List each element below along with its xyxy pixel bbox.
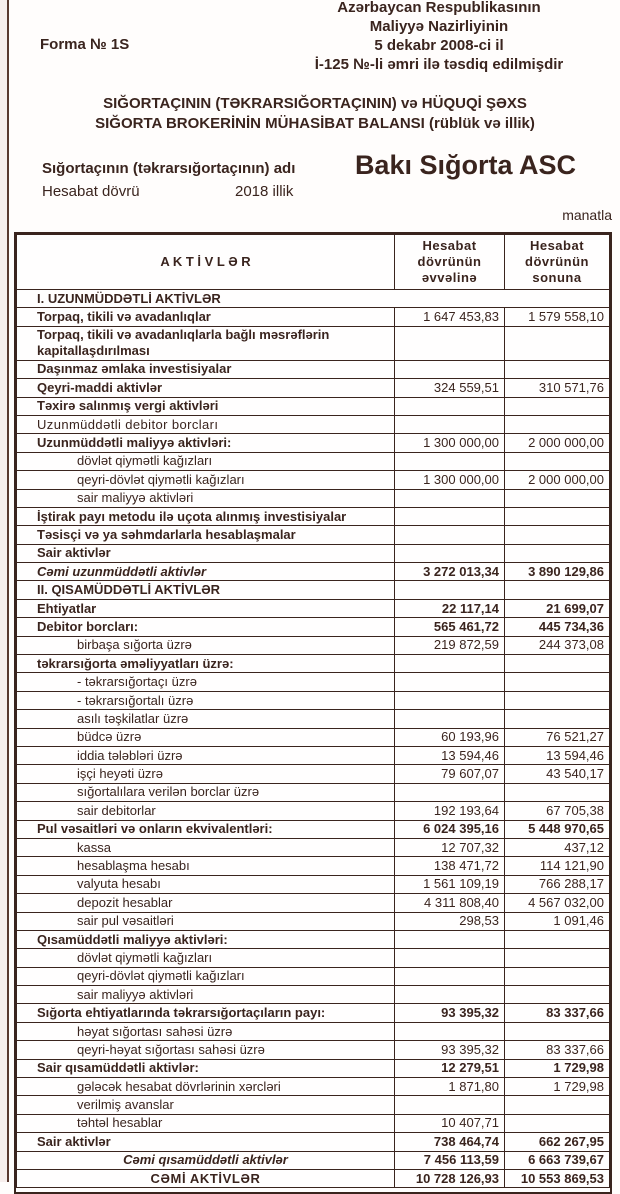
row-value-period-start: 138 471,72 [395,857,505,875]
row-value-period-start [395,986,505,1004]
table-row [17,728,610,746]
column-header-period-start: Hesabat dövrünün əvvəlinə [395,235,505,290]
table-row [17,1059,610,1077]
approval-line: 5 dekabr 2008-ci il [374,37,504,54]
row-value-period-end [505,949,610,967]
insurer-name-label: Sığortaçının (təkrarsığortaçının) adı [42,160,296,177]
row-label: Torpaq, tikili və avadanlıqlar [17,308,395,326]
row-value-period-start: 219 872,59 [395,636,505,654]
row-label: sair maliyyə aktivləri [17,489,395,507]
row-value-period-start: 3 272 013,34 [395,563,505,581]
currency-note: manatla [562,207,612,223]
row-value-period-end [505,967,610,985]
row-label: Ehtiyatlar [17,599,395,617]
row-value-period-end [505,415,610,433]
table-row [17,581,610,599]
row-value-period-start [395,360,505,378]
row-value-period-end: 3 890 129,86 [505,563,610,581]
row-value-period-start: 79 607,07 [395,765,505,783]
scan-edge-line [7,0,9,1182]
table-row [17,1169,610,1187]
table-row [17,308,610,326]
table-row [17,290,610,308]
approval-line: Azərbaycan Respublikasının [337,0,541,16]
row-value-period-end [505,1114,610,1132]
table-row [17,563,610,581]
row-value-period-end: 67 705,38 [505,802,610,820]
row-label: işçi heyəti üzrə [17,765,395,783]
balance-sheet-table-frame [14,232,612,1194]
row-label: I. UZUNMÜDDƏTLİ AKTİVLƏR [17,290,610,308]
table-row [17,360,610,378]
table-row [17,636,610,654]
table-row [17,1096,610,1114]
row-value-period-start: 1 647 453,83 [395,308,505,326]
table-row [17,930,610,948]
row-label: birbaşa sığorta üzrə [17,636,395,654]
row-value-period-end: 43 540,17 [505,765,610,783]
document-title [20,94,610,134]
row-value-period-end [505,986,610,1004]
table-row [17,838,610,856]
form-number: Forma № 1S [40,36,130,53]
row-value-period-end: 1 091,46 [505,912,610,930]
row-value-period-end: 10 553 869,53 [505,1169,610,1187]
row-label: Sair qısamüddətli aktivlər: [17,1059,395,1077]
row-label: sair debitorlar [17,802,395,820]
row-value-period-start [395,1022,505,1040]
row-value-period-start: 10 728 126,93 [395,1169,505,1187]
row-value-period-end [505,691,610,709]
table-row [17,397,610,415]
table-row [17,1004,610,1022]
row-value-period-end: 114 121,90 [505,857,610,875]
table-row [17,1151,610,1169]
row-value-period-end: 4 567 032,00 [505,894,610,912]
table-row [17,894,610,912]
row-label: CƏMİ AKTİVLƏR [17,1169,395,1187]
row-value-period-start [395,673,505,691]
row-value-period-start [395,581,505,599]
row-value-period-start: 565 461,72 [395,618,505,636]
row-value-period-start [395,397,505,415]
row-value-period-end [505,655,610,673]
row-value-period-end: 6 663 739,67 [505,1151,610,1169]
table-row [17,857,610,875]
row-label: Uzunmüddətli debitor borcları [17,415,395,433]
row-value-period-start: 1 561 109,19 [395,875,505,893]
table-row [17,434,610,452]
row-label: büdcə üzrə [17,728,395,746]
reporting-period-value: 2018 illik [235,183,294,200]
row-value-period-end: 244 373,08 [505,636,610,654]
table-row [17,618,610,636]
row-value-period-start: 22 117,14 [395,599,505,617]
row-label: sair pul vəsaitləri [17,912,395,930]
column-header-period-end: Hesabat dövrünün sonuna [505,235,610,290]
column-header-assets: A K T İ V L Ə R [17,235,395,290]
table-row [17,986,610,1004]
row-label: təkrarsığorta əməliyyatları üzrə: [17,655,395,673]
row-value-period-start [395,710,505,728]
row-value-period-end: 1 729,98 [505,1078,610,1096]
row-label: - təkrarsığortalı üzrə [17,691,395,709]
table-row [17,783,610,801]
row-value-period-start: 324 559,51 [395,379,505,397]
row-label: Daşınmaz əmlaka investisiyalar [17,360,395,378]
insurer-name-value: Bakı Sığorta ASC [354,150,576,180]
row-label: hesablaşma hesabı [17,857,395,875]
row-value-period-end [505,326,610,360]
row-value-period-end: 310 571,76 [505,379,610,397]
row-value-period-start: 298,53 [395,912,505,930]
row-value-period-end: 766 288,17 [505,875,610,893]
row-label: dövlət qiymətli kağızları [17,452,395,470]
table-row [17,691,610,709]
row-value-period-end: 2 000 000,00 [505,434,610,452]
table-row [17,1114,610,1132]
table-row [17,507,610,525]
row-value-period-end: 13 594,46 [505,746,610,764]
row-label: Qısamüddətli maliyyə aktivləri: [17,930,395,948]
row-label: təhtəl hesablar [17,1114,395,1132]
row-value-period-start [395,452,505,470]
table-row [17,1078,610,1096]
row-value-period-end: 662 267,95 [505,1133,610,1151]
row-label: depozit hesablar [17,894,395,912]
table-row [17,765,610,783]
row-value-period-start [395,930,505,948]
row-label: Qeyri-maddi aktivlər [17,379,395,397]
row-label: Təxirə salınmış vergi aktivləri [17,397,395,415]
row-label: Cəmi qısamüddətli aktivlər [17,1151,395,1169]
document-title-line1: SIĞORTAÇININ (TƏKRARSIĞORTAÇININ) və HÜQUQİ ŞƏXS [103,95,527,112]
row-label: Pul vəsaitləri və onların ekvivalentləri: [17,820,395,838]
table-row [17,655,610,673]
table-row [17,710,610,728]
row-value-period-end [505,507,610,525]
row-value-period-end [505,930,610,948]
row-label: Torpaq, tikili və avadanlıqlarla bağlı məsrəflərin kapitallaşdırılması [17,326,395,360]
row-label: asılı təşkilatlar üzrə [17,710,395,728]
row-value-period-start: 4 311 808,40 [395,894,505,912]
row-value-period-end: 1 729,98 [505,1059,610,1077]
row-value-period-start [395,949,505,967]
row-label: dövlət qiymətli kağızları [17,949,395,967]
table-row [17,471,610,489]
table-row [17,526,610,544]
row-value-period-end: 83 337,66 [505,1041,610,1059]
table-row [17,1041,610,1059]
approval-line: Maliyyə Nazirliyinin [369,18,509,35]
row-value-period-end [505,673,610,691]
row-value-period-end [505,526,610,544]
row-value-period-start: 12 707,32 [395,838,505,856]
table-row [17,1133,610,1151]
row-value-period-end: 2 000 000,00 [505,471,610,489]
row-value-period-start [395,1096,505,1114]
row-label: Sair aktivlər [17,544,395,562]
table-row [17,820,610,838]
row-label: gələcək hesabat dövrlərinin xərcləri [17,1078,395,1096]
row-value-period-end: 76 521,27 [505,728,610,746]
table-row [17,599,610,617]
table-row [17,544,610,562]
row-value-period-end: 437,12 [505,838,610,856]
table-row [17,967,610,985]
table-row [17,673,610,691]
row-value-period-start: 1 300 000,00 [395,434,505,452]
reporting-period-label: Hesabat dövrü [42,183,140,200]
row-label: kassa [17,838,395,856]
row-value-period-start: 738 464,74 [395,1133,505,1151]
row-label: valyuta hesabı [17,875,395,893]
approval-line: İ-125 №-li əmri ilə təsdiq edilmişdir [314,56,564,73]
row-label: sair maliyyə aktivləri [17,986,395,1004]
table-row [17,746,610,764]
document-title-line2: SIĞORTA BROKERİNİN MÜHASİBAT BALANSI (rüblük və illik) [95,115,535,132]
table-row [17,802,610,820]
row-value-period-end [505,397,610,415]
table-row [17,1022,610,1040]
row-value-period-start [395,489,505,507]
row-value-period-end [505,489,610,507]
table-row [17,875,610,893]
table-row [17,379,610,397]
row-value-period-start [395,526,505,544]
row-label: həyat sığortası sahəsi üzrə [17,1022,395,1040]
row-value-period-start [395,507,505,525]
row-value-period-end [505,544,610,562]
row-value-period-start: 93 395,32 [395,1041,505,1059]
row-value-period-end [505,1022,610,1040]
row-value-period-end [505,581,610,599]
row-value-period-start: 1 871,80 [395,1078,505,1096]
row-label: Debitor borcları: [17,618,395,636]
row-value-period-end [505,1096,610,1114]
table-row [17,912,610,930]
row-label: İştirak payı metodu ilə uçota alınmış investisiyalar [17,507,395,525]
row-label: qeyri-dövlət qiymətli kağızları [17,967,395,985]
table-row [17,452,610,470]
row-label: verilmiş avanslar [17,1096,395,1114]
row-label: Təsisçi və ya səhmdarlarla hesablaşmalar [17,526,395,544]
approval-block [264,0,614,74]
row-value-period-start: 192 193,64 [395,802,505,820]
row-value-period-start: 10 407,71 [395,1114,505,1132]
row-value-period-start [395,967,505,985]
row-label: Cəmi uzunmüddətli aktivlər [17,563,395,581]
row-value-period-end: 1 579 558,10 [505,308,610,326]
row-label: II. QISAMÜDDƏTLİ AKTİVLƏR [17,581,395,599]
table-header-row [17,235,610,290]
row-value-period-start: 13 594,46 [395,746,505,764]
row-value-period-end [505,783,610,801]
row-value-period-end [505,360,610,378]
row-label: qeyri-dövlət qiymətli kağızları [17,471,395,489]
row-value-period-start [395,783,505,801]
table-row [17,489,610,507]
scan-edge-strip [0,0,7,1182]
row-label: - təkrarsığortaçı üzrə [17,673,395,691]
table-row [17,326,610,360]
row-value-period-start: 60 193,96 [395,728,505,746]
row-value-period-start: 93 395,32 [395,1004,505,1022]
row-value-period-start [395,326,505,360]
row-label: qeyri-həyat sığortası sahəsi üzrə [17,1041,395,1059]
row-value-period-start: 1 300 000,00 [395,471,505,489]
row-value-period-start: 12 279,51 [395,1059,505,1077]
row-label: Sair aktivlər [17,1133,395,1151]
row-value-period-end [505,710,610,728]
row-value-period-start: 6 024 395,16 [395,820,505,838]
row-value-period-end [505,452,610,470]
row-label: Sığorta ehtiyatlarında təkrarsığortaçıların payı: [17,1004,395,1022]
row-value-period-start [395,544,505,562]
row-value-period-end: 445 734,36 [505,618,610,636]
row-label: Uzunmüddətli maliyyə aktivləri: [17,434,395,452]
row-value-period-start: 7 456 113,59 [395,1151,505,1169]
row-value-period-end: 5 448 970,65 [505,820,610,838]
table-row [17,415,610,433]
row-value-period-end: 21 699,07 [505,599,610,617]
row-value-period-start [395,691,505,709]
row-value-period-end: 83 337,66 [505,1004,610,1022]
row-value-period-start [395,415,505,433]
balance-sheet-table [16,234,610,1188]
row-label: sığortalılara verilən borclar üzrə [17,783,395,801]
row-label: iddia tələbləri üzrə [17,746,395,764]
table-row [17,949,610,967]
row-value-period-start [395,655,505,673]
